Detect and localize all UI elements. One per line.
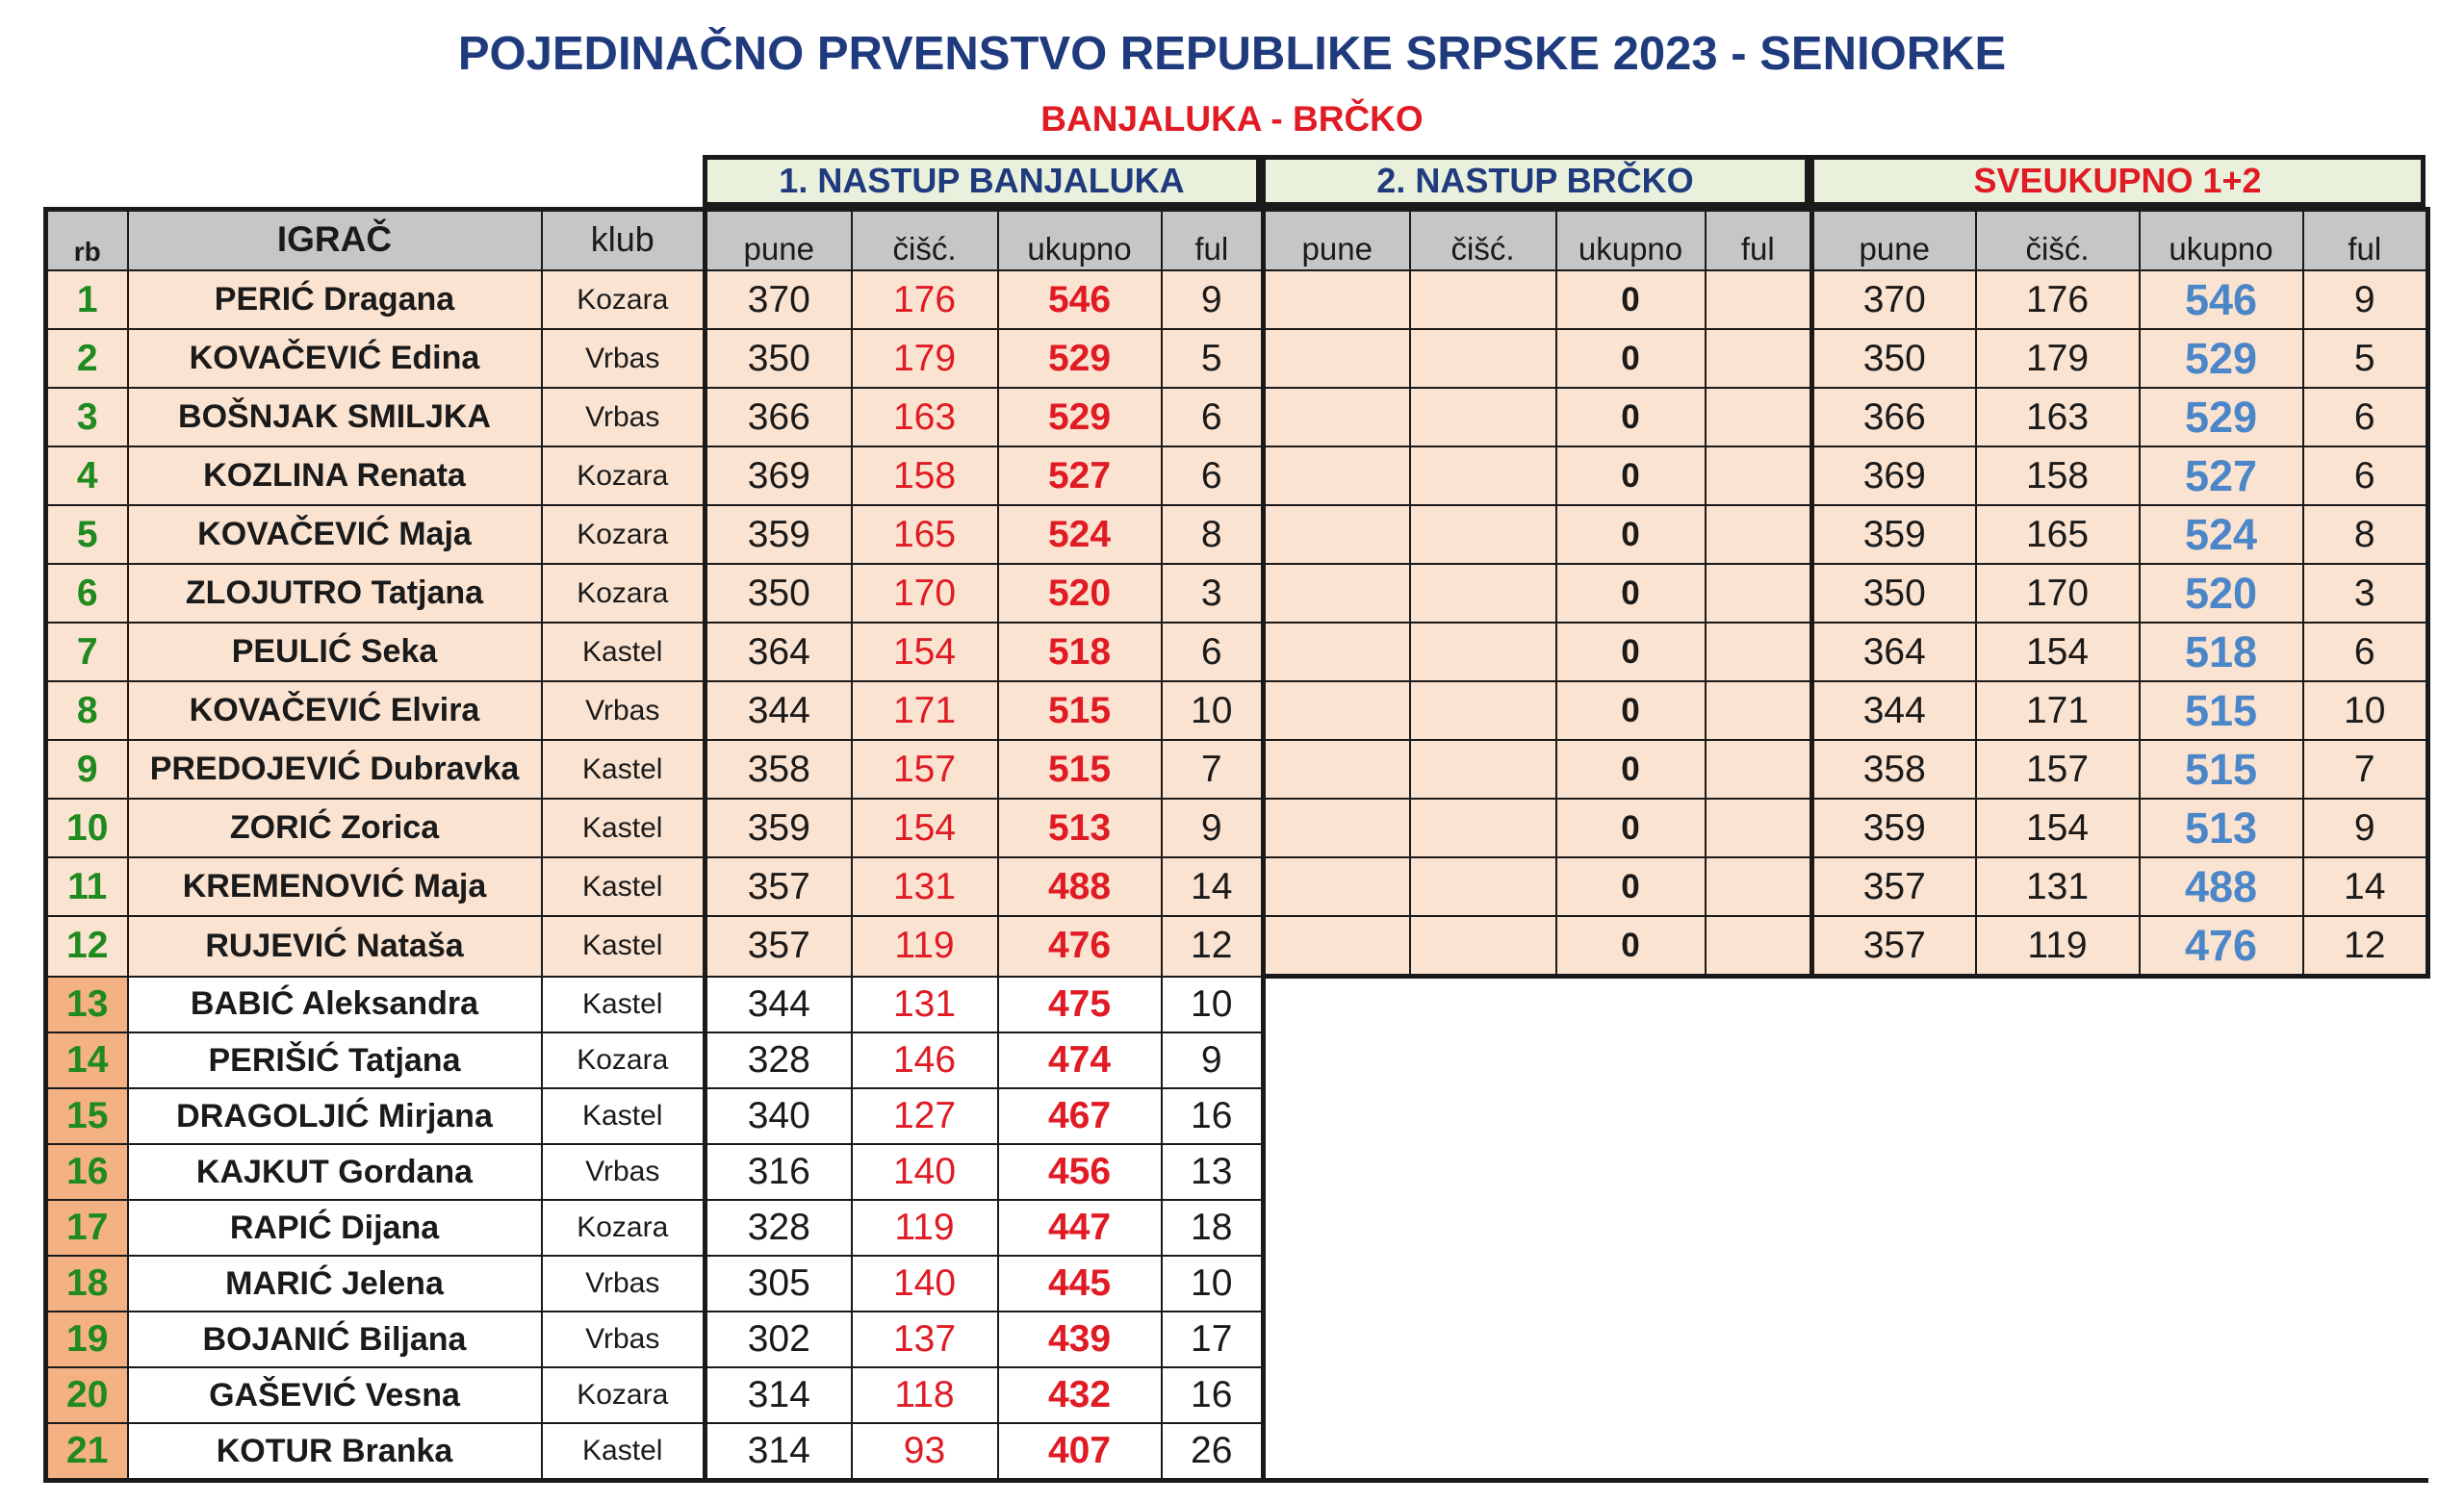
nastup2-cisc-cell <box>1410 564 1556 623</box>
total-ful-cell: 5 <box>2303 329 2428 388</box>
player-name-cell: KOVAČEVIĆ Maja <box>128 505 542 564</box>
rank-cell: 5 <box>46 505 128 564</box>
rank-cell: 9 <box>46 740 128 799</box>
table-row <box>46 505 2428 564</box>
total-ful-cell: 8 <box>2303 505 2428 564</box>
rank-cell: 2 <box>46 329 128 388</box>
col-header-n1-ful: ful <box>1162 210 1264 271</box>
empty-area <box>1264 1423 2428 1481</box>
total-pune-cell: 364 <box>1812 623 1976 681</box>
nastup1-ful-cell: 6 <box>1162 623 1264 681</box>
nastup1-ful-cell: 8 <box>1162 505 1264 564</box>
nastup1-ukupno-cell: 515 <box>998 740 1162 799</box>
nastup1-ful-cell: 17 <box>1162 1312 1264 1367</box>
table-row <box>46 1256 2428 1312</box>
rank-cell: 4 <box>46 446 128 505</box>
nastup1-cisc-cell: 170 <box>852 564 998 623</box>
club-cell: Vrbas <box>542 1144 706 1200</box>
total-ukupno-cell: 476 <box>2140 916 2303 977</box>
nastup1-cisc-cell: 131 <box>852 977 998 1033</box>
player-name-cell: KREMENOVIĆ Maja <box>128 857 542 916</box>
player-name-cell: KAJKUT Gordana <box>128 1144 542 1200</box>
nastup1-ukupno-cell: 476 <box>998 916 1162 977</box>
col-header-rb: rb <box>46 210 128 271</box>
player-name-cell: KOVAČEVIĆ Edina <box>128 329 542 388</box>
nastup1-cisc-cell: 127 <box>852 1088 998 1144</box>
player-name-cell: PERIŠIĆ Tatjana <box>128 1032 542 1088</box>
total-pune-cell: 357 <box>1812 916 1976 977</box>
total-cisc-cell: 157 <box>1976 740 2140 799</box>
nastup1-ful-cell: 7 <box>1162 740 1264 799</box>
rank-cell: 3 <box>46 388 128 446</box>
nastup2-pune-cell <box>1264 916 1410 977</box>
nastup2-ukupno-cell: 0 <box>1556 857 1706 916</box>
rank-cell: 16 <box>46 1144 128 1200</box>
col-header-tot-ukupno: ukupno <box>2140 210 2303 271</box>
total-cisc-cell: 154 <box>1976 623 2140 681</box>
table-row <box>46 446 2428 505</box>
col-header-tot-pune: pune <box>1812 210 1976 271</box>
total-ukupno-cell: 524 <box>2140 505 2303 564</box>
nastup1-pune-cell: 350 <box>706 329 852 388</box>
nastup1-pune-cell: 328 <box>706 1032 852 1088</box>
rank-cell: 11 <box>46 857 128 916</box>
club-cell: Kastel <box>542 857 706 916</box>
total-ukupno-cell: 529 <box>2140 388 2303 446</box>
nastup1-ukupno-cell: 439 <box>998 1312 1162 1367</box>
nastup2-ukupno-cell: 0 <box>1556 623 1706 681</box>
nastup2-pune-cell <box>1264 270 1410 329</box>
col-header-tot-ful: ful <box>2303 210 2428 271</box>
nastup1-cisc-cell: 154 <box>852 799 998 857</box>
total-cisc-cell: 163 <box>1976 388 2140 446</box>
total-pune-cell: 350 <box>1812 329 1976 388</box>
nastup2-cisc-cell <box>1410 505 1556 564</box>
nastup1-ful-cell: 9 <box>1162 1032 1264 1088</box>
nastup1-cisc-cell: 165 <box>852 505 998 564</box>
club-cell: Vrbas <box>542 1256 706 1312</box>
rank-cell: 17 <box>46 1200 128 1256</box>
club-cell: Kozara <box>542 270 706 329</box>
rank-cell: 18 <box>46 1256 128 1312</box>
club-cell: Kastel <box>542 916 706 977</box>
club-cell: Vrbas <box>542 388 706 446</box>
player-name-cell: BOŠNJAK SMILJKA <box>128 388 542 446</box>
nastup2-ukupno-cell: 0 <box>1556 446 1706 505</box>
total-pune-cell: 357 <box>1812 857 1976 916</box>
col-header-n2-pune: pune <box>1264 210 1410 271</box>
empty-area <box>1264 1200 2428 1256</box>
rank-cell: 19 <box>46 1312 128 1367</box>
table-row <box>46 329 2428 388</box>
table-row <box>46 1423 2428 1481</box>
col-header-n1-pune: pune <box>706 210 852 271</box>
empty-area <box>1264 1312 2428 1367</box>
nastup1-cisc-cell: 131 <box>852 857 998 916</box>
nastup2-cisc-cell <box>1410 681 1556 740</box>
nastup1-ful-cell: 12 <box>1162 916 1264 977</box>
total-ukupno-cell: 515 <box>2140 740 2303 799</box>
total-pune-cell: 369 <box>1812 446 1976 505</box>
total-cisc-cell: 179 <box>1976 329 2140 388</box>
nastup2-ful-cell <box>1706 505 1812 564</box>
table-row <box>46 1032 2428 1088</box>
nastup1-ukupno-cell: 467 <box>998 1088 1162 1144</box>
table-row <box>46 1088 2428 1144</box>
empty-area <box>1264 1032 2428 1088</box>
nastup1-pune-cell: 344 <box>706 681 852 740</box>
table-row <box>46 388 2428 446</box>
nastup2-ukupno-cell: 0 <box>1556 681 1706 740</box>
table-row <box>46 740 2428 799</box>
nastup1-ful-cell: 16 <box>1162 1367 1264 1423</box>
nastup2-ukupno-cell: 0 <box>1556 388 1706 446</box>
club-cell: Kastel <box>542 977 706 1033</box>
nastup1-ful-cell: 10 <box>1162 977 1264 1033</box>
page-subtitle: BANJALUKA - BRČKO <box>1040 99 1424 139</box>
nastup2-ukupno-cell: 0 <box>1556 329 1706 388</box>
player-name-cell: ZLOJUTRO Tatjana <box>128 564 542 623</box>
player-name-cell: KOTUR Branka <box>128 1423 542 1481</box>
empty-area <box>1264 977 2428 1033</box>
nastup2-cisc-cell <box>1410 388 1556 446</box>
nastup1-cisc-cell: 176 <box>852 270 998 329</box>
col-header-tot-cisc: čišć. <box>1976 210 2140 271</box>
total-ukupno-cell: 520 <box>2140 564 2303 623</box>
rank-cell: 12 <box>46 916 128 977</box>
nastup1-ukupno-cell: 432 <box>998 1367 1162 1423</box>
nastup2-pune-cell <box>1264 446 1410 505</box>
total-ful-cell: 6 <box>2303 388 2428 446</box>
col-header-n1-ukupno: ukupno <box>998 210 1162 271</box>
total-ukupno-cell: 529 <box>2140 329 2303 388</box>
club-cell: Kozara <box>542 1200 706 1256</box>
nastup2-ukupno-cell: 0 <box>1556 564 1706 623</box>
nastup1-cisc-cell: 93 <box>852 1423 998 1481</box>
nastup1-ukupno-cell: 447 <box>998 1200 1162 1256</box>
nastup1-pune-cell: 358 <box>706 740 852 799</box>
nastup1-ukupno-cell: 527 <box>998 446 1162 505</box>
player-name-cell: RAPIĆ Dijana <box>128 1200 542 1256</box>
club-cell: Kozara <box>542 1367 706 1423</box>
nastup1-pune-cell: 305 <box>706 1256 852 1312</box>
nastup2-ful-cell <box>1706 916 1812 977</box>
table-row <box>46 1144 2428 1200</box>
total-ful-cell: 10 <box>2303 681 2428 740</box>
player-name-cell: PERIĆ Dragana <box>128 270 542 329</box>
club-cell: Kozara <box>542 446 706 505</box>
club-cell: Vrbas <box>542 681 706 740</box>
table-row <box>46 564 2428 623</box>
rank-cell: 7 <box>46 623 128 681</box>
nastup1-pune-cell: 316 <box>706 1144 852 1200</box>
player-name-cell: KOZLINA Renata <box>128 446 542 505</box>
nastup2-cisc-cell <box>1410 329 1556 388</box>
rank-cell: 20 <box>46 1367 128 1423</box>
club-cell: Kastel <box>542 740 706 799</box>
total-cisc-cell: 171 <box>1976 681 2140 740</box>
rank-cell: 8 <box>46 681 128 740</box>
total-ful-cell: 6 <box>2303 623 2428 681</box>
nastup1-ukupno-cell: 529 <box>998 388 1162 446</box>
total-pune-cell: 344 <box>1812 681 1976 740</box>
nastup1-cisc-cell: 171 <box>852 681 998 740</box>
nastup1-pune-cell: 359 <box>706 799 852 857</box>
nastup2-ful-cell <box>1706 564 1812 623</box>
empty-area <box>1264 1367 2428 1423</box>
results-table-body <box>46 210 2428 1481</box>
nastup1-cisc-cell: 154 <box>852 623 998 681</box>
nastup2-ukupno-cell: 0 <box>1556 916 1706 977</box>
nastup1-ukupno-cell: 474 <box>998 1032 1162 1088</box>
nastup1-ful-cell: 3 <box>1162 564 1264 623</box>
col-header-n2-ukupno: ukupno <box>1556 210 1706 271</box>
nastup2-ukupno-cell: 0 <box>1556 740 1706 799</box>
club-cell: Kastel <box>542 799 706 857</box>
nastup2-ukupno-cell: 0 <box>1556 270 1706 329</box>
nastup1-ful-cell: 9 <box>1162 799 1264 857</box>
nastup1-pune-cell: 340 <box>706 1088 852 1144</box>
nastup1-pune-cell: 302 <box>706 1312 852 1367</box>
total-ful-cell: 9 <box>2303 270 2428 329</box>
nastup2-pune-cell <box>1264 388 1410 446</box>
nastup2-ful-cell <box>1706 446 1812 505</box>
col-header-klub: klub <box>542 210 706 271</box>
page-title: POJEDINAČNO PRVENSTVO REPUBLIKE SRPSKE 2023 - SENIORKE <box>457 28 2007 80</box>
rank-cell: 13 <box>46 977 128 1033</box>
header-row <box>46 210 2428 271</box>
nastup1-ukupno-cell: 407 <box>998 1423 1162 1481</box>
rank-cell: 15 <box>46 1088 128 1144</box>
total-cisc-cell: 131 <box>1976 857 2140 916</box>
nastup2-cisc-cell <box>1410 799 1556 857</box>
rank-cell: 10 <box>46 799 128 857</box>
total-ful-cell: 7 <box>2303 740 2428 799</box>
nastup1-pune-cell: 357 <box>706 857 852 916</box>
total-ful-cell: 9 <box>2303 799 2428 857</box>
nastup2-ful-cell <box>1706 329 1812 388</box>
rank-cell: 21 <box>46 1423 128 1481</box>
total-pune-cell: 359 <box>1812 505 1976 564</box>
results-table <box>43 207 2430 1483</box>
club-cell: Kastel <box>542 1088 706 1144</box>
empty-area <box>1264 1256 2428 1312</box>
nastup2-pune-cell <box>1264 505 1410 564</box>
nastup1-ukupno-cell: 520 <box>998 564 1162 623</box>
nastup2-cisc-cell <box>1410 270 1556 329</box>
nastup2-ful-cell <box>1706 388 1812 446</box>
total-ukupno-cell: 513 <box>2140 799 2303 857</box>
nastup1-ukupno-cell: 546 <box>998 270 1162 329</box>
club-cell: Kozara <box>542 505 706 564</box>
player-name-cell: ZORIĆ Zorica <box>128 799 542 857</box>
nastup1-cisc-cell: 119 <box>852 916 998 977</box>
club-cell: Vrbas <box>542 1312 706 1367</box>
player-name-cell: RUJEVIĆ Nataša <box>128 916 542 977</box>
nastup1-ful-cell: 26 <box>1162 1423 1264 1481</box>
player-name-cell: BOJANIĆ Biljana <box>128 1312 542 1367</box>
nastup1-cisc-cell: 140 <box>852 1256 998 1312</box>
nastup2-cisc-cell <box>1410 916 1556 977</box>
total-pune-cell: 350 <box>1812 564 1976 623</box>
nastup1-ukupno-cell: 456 <box>998 1144 1162 1200</box>
section-header-nastup-2: 2. NASTUP BRČKO <box>1261 155 1810 207</box>
nastup1-ukupno-cell: 524 <box>998 505 1162 564</box>
col-header-n2-ful: ful <box>1706 210 1812 271</box>
rank-cell: 14 <box>46 1032 128 1088</box>
table-row <box>46 270 2428 329</box>
nastup2-ful-cell <box>1706 681 1812 740</box>
nastup1-cisc-cell: 146 <box>852 1032 998 1088</box>
col-header-n1-cisc: čišć. <box>852 210 998 271</box>
nastup1-ful-cell: 9 <box>1162 270 1264 329</box>
total-cisc-cell: 158 <box>1976 446 2140 505</box>
nastup2-ful-cell <box>1706 799 1812 857</box>
nastup1-ukupno-cell: 475 <box>998 977 1162 1033</box>
total-cisc-cell: 176 <box>1976 270 2140 329</box>
table-row <box>46 1200 2428 1256</box>
table-row <box>46 681 2428 740</box>
nastup1-pune-cell: 359 <box>706 505 852 564</box>
total-ful-cell: 12 <box>2303 916 2428 977</box>
nastup1-pune-cell: 314 <box>706 1423 852 1481</box>
nastup2-pune-cell <box>1264 564 1410 623</box>
nastup1-pune-cell: 314 <box>706 1367 852 1423</box>
nastup1-pune-cell: 366 <box>706 388 852 446</box>
rank-cell: 1 <box>46 270 128 329</box>
nastup2-ful-cell <box>1706 857 1812 916</box>
player-name-cell: DRAGOLJIĆ Mirjana <box>128 1088 542 1144</box>
table-row <box>46 977 2428 1033</box>
total-pune-cell: 358 <box>1812 740 1976 799</box>
nastup1-cisc-cell: 163 <box>852 388 998 446</box>
player-name-cell: BABIĆ Aleksandra <box>128 977 542 1033</box>
nastup1-ful-cell: 6 <box>1162 388 1264 446</box>
nastup1-pune-cell: 364 <box>706 623 852 681</box>
nastup2-ful-cell <box>1706 623 1812 681</box>
nastup1-ful-cell: 13 <box>1162 1144 1264 1200</box>
nastup1-cisc-cell: 140 <box>852 1144 998 1200</box>
nastup1-ful-cell: 10 <box>1162 681 1264 740</box>
empty-area <box>1264 1088 2428 1144</box>
total-ukupno-cell: 527 <box>2140 446 2303 505</box>
rank-cell: 6 <box>46 564 128 623</box>
nastup1-pune-cell: 344 <box>706 977 852 1033</box>
col-header-n2-cisc: čišć. <box>1410 210 1556 271</box>
nastup1-ukupno-cell: 513 <box>998 799 1162 857</box>
nastup2-cisc-cell <box>1410 740 1556 799</box>
nastup1-pune-cell: 370 <box>706 270 852 329</box>
table-row <box>46 916 2428 977</box>
total-ukupno-cell: 488 <box>2140 857 2303 916</box>
nastup1-ful-cell: 10 <box>1162 1256 1264 1312</box>
club-cell: Kozara <box>542 564 706 623</box>
section-header-sveukupno: SVEUKUPNO 1+2 <box>1810 155 2426 207</box>
nastup2-cisc-cell <box>1410 446 1556 505</box>
table-row <box>46 623 2428 681</box>
empty-area <box>1264 1144 2428 1200</box>
nastup1-cisc-cell: 157 <box>852 740 998 799</box>
nastup1-cisc-cell: 137 <box>852 1312 998 1367</box>
club-cell: Kastel <box>542 623 706 681</box>
nastup1-ukupno-cell: 515 <box>998 681 1162 740</box>
nastup2-ful-cell <box>1706 740 1812 799</box>
total-ful-cell: 6 <box>2303 446 2428 505</box>
nastup1-pune-cell: 369 <box>706 446 852 505</box>
total-pune-cell: 359 <box>1812 799 1976 857</box>
player-name-cell: PEULIĆ Seka <box>128 623 542 681</box>
total-pune-cell: 366 <box>1812 388 1976 446</box>
nastup2-pune-cell <box>1264 329 1410 388</box>
nastup2-ful-cell <box>1706 270 1812 329</box>
nastup1-pune-cell: 357 <box>706 916 852 977</box>
total-cisc-cell: 154 <box>1976 799 2140 857</box>
total-pune-cell: 370 <box>1812 270 1976 329</box>
nastup1-cisc-cell: 158 <box>852 446 998 505</box>
total-ful-cell: 14 <box>2303 857 2428 916</box>
col-header-igrac: IGRAČ <box>128 210 542 271</box>
nastup1-ukupno-cell: 445 <box>998 1256 1162 1312</box>
nastup1-ukupno-cell: 488 <box>998 857 1162 916</box>
total-ukupno-cell: 518 <box>2140 623 2303 681</box>
total-ukupno-cell: 515 <box>2140 681 2303 740</box>
nastup1-pune-cell: 350 <box>706 564 852 623</box>
nastup1-pune-cell: 328 <box>706 1200 852 1256</box>
nastup2-ukupno-cell: 0 <box>1556 505 1706 564</box>
player-name-cell: PREDOJEVIĆ Dubravka <box>128 740 542 799</box>
club-cell: Kozara <box>542 1032 706 1088</box>
table-row <box>46 857 2428 916</box>
nastup2-pune-cell <box>1264 799 1410 857</box>
nastup2-cisc-cell <box>1410 623 1556 681</box>
table-row <box>46 1312 2428 1367</box>
nastup2-pune-cell <box>1264 857 1410 916</box>
nastup1-ful-cell: 6 <box>1162 446 1264 505</box>
section-header-nastup-1: 1. NASTUP BANJALUKA <box>703 155 1261 207</box>
total-ukupno-cell: 546 <box>2140 270 2303 329</box>
nastup2-pune-cell <box>1264 623 1410 681</box>
nastup2-cisc-cell <box>1410 857 1556 916</box>
total-cisc-cell: 119 <box>1976 916 2140 977</box>
total-cisc-cell: 170 <box>1976 564 2140 623</box>
table-row <box>46 799 2428 857</box>
table-row <box>46 1367 2428 1423</box>
total-cisc-cell: 165 <box>1976 505 2140 564</box>
player-name-cell: KOVAČEVIĆ Elvira <box>128 681 542 740</box>
nastup1-ful-cell: 14 <box>1162 857 1264 916</box>
nastup2-pune-cell <box>1264 681 1410 740</box>
club-cell: Kastel <box>542 1423 706 1481</box>
nastup1-ful-cell: 5 <box>1162 329 1264 388</box>
nastup2-ukupno-cell: 0 <box>1556 799 1706 857</box>
nastup1-cisc-cell: 179 <box>852 329 998 388</box>
nastup2-pune-cell <box>1264 740 1410 799</box>
total-ful-cell: 3 <box>2303 564 2428 623</box>
nastup1-cisc-cell: 118 <box>852 1367 998 1423</box>
nastup1-ukupno-cell: 529 <box>998 329 1162 388</box>
nastup1-cisc-cell: 119 <box>852 1200 998 1256</box>
player-name-cell: MARIĆ Jelena <box>128 1256 542 1312</box>
nastup1-ful-cell: 16 <box>1162 1088 1264 1144</box>
player-name-cell: GAŠEVIĆ Vesna <box>128 1367 542 1423</box>
nastup1-ukupno-cell: 518 <box>998 623 1162 681</box>
club-cell: Vrbas <box>542 329 706 388</box>
nastup1-ful-cell: 18 <box>1162 1200 1264 1256</box>
